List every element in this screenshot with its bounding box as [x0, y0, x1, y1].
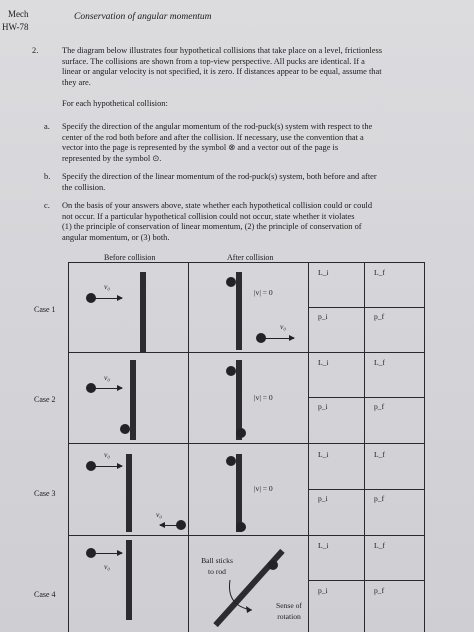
grid-line — [308, 307, 424, 308]
speed-zero-label: |v| = 0 — [254, 288, 273, 297]
puck — [176, 520, 186, 530]
puck — [86, 293, 96, 303]
case4-pf-label: p_f — [374, 586, 385, 595]
speed-zero-label: |v| = 0 — [254, 393, 273, 402]
velocity-arrow — [262, 338, 294, 339]
intro-line: surface. The collisions are shown from a top-view perspective. All pucks are identical. If a — [62, 56, 365, 66]
case2-label: Case 2 — [34, 395, 56, 404]
part-c-line: (1) the principle of conservation of linear momentum, (2) the principle of conservation of — [62, 222, 362, 232]
course-label: Mech — [8, 9, 29, 19]
part-b-text — [62, 172, 462, 193]
puck — [236, 428, 246, 438]
velocity-arrow — [94, 553, 122, 554]
case1-pi-label: p_i — [318, 312, 328, 321]
part-a-letter: a. — [44, 122, 50, 131]
puck — [236, 522, 246, 532]
rod — [236, 454, 242, 532]
case1-Lf-label: L_f — [374, 268, 385, 277]
grid-line — [308, 489, 424, 490]
intro-line: The diagram below illustrates four hypothetical collisions that take place on a level, frictionless — [62, 46, 383, 55]
grid-line — [68, 535, 424, 536]
part-a-line: center of the rod both before and after the collision. If necessary, use the convention that a — [62, 132, 364, 142]
ball-sticks-label: Ball sticks to rod — [201, 556, 233, 576]
grid-line — [308, 262, 309, 632]
case1-label: Case 1 — [34, 305, 56, 314]
case3-pf-label: p_f — [374, 494, 385, 503]
grid-line — [308, 580, 424, 581]
grid-line — [364, 262, 365, 632]
part-a-line: vector into the page is represented by the symbol ⊗ and a vector out of the page is — [62, 143, 339, 153]
problem-intro — [62, 46, 462, 88]
case3-pi-label: p_i — [318, 494, 328, 503]
rod — [126, 540, 132, 620]
part-b-line: the collision. — [62, 182, 106, 192]
part-a-line: represented by the symbol ⊙. — [62, 153, 162, 163]
case2-pi-label: p_i — [318, 402, 328, 411]
rod — [236, 272, 242, 350]
case2-Li-label: L_i — [318, 358, 329, 367]
for-each-heading: For each hypothetical collision: — [62, 99, 168, 108]
grid-line — [188, 262, 189, 632]
puck — [226, 456, 236, 466]
part-a-line: Specify the direction of the angular momentum of the rod-puck(s) system with respect to the — [62, 122, 373, 131]
case1-pf-label: p_f — [374, 312, 385, 321]
case4-label: Case 4 — [34, 590, 56, 599]
part-a-text — [62, 122, 462, 164]
part-c-letter: c. — [44, 201, 50, 210]
part-b-line: Specify the direction of the linear momentum of the rod-puck(s) system, both before and after — [62, 172, 377, 181]
worksheet-title: Conservation of angular momentum — [74, 12, 212, 22]
puck — [268, 560, 278, 570]
v0-label: v₀ — [104, 282, 111, 291]
case3-Li-label: L_i — [318, 450, 329, 459]
grid-line — [424, 262, 425, 632]
sense-of-rotation-label: Sense of rotation — [276, 601, 302, 621]
part-c-line: angular momentum, or (3) both. — [62, 232, 170, 242]
rod — [140, 272, 146, 352]
case1-Li-label: L_i — [318, 268, 329, 277]
puck — [86, 383, 96, 393]
part-c-text — [62, 201, 462, 243]
rod — [130, 360, 136, 440]
speed-zero-label: |v| = 0 — [254, 484, 273, 493]
case4-Lf-label: L_f — [374, 541, 385, 550]
v0-label: v₀ — [104, 562, 111, 571]
puck — [120, 424, 130, 434]
case4-pi-label: p_i — [318, 586, 328, 595]
problem-number: 2. — [32, 46, 39, 55]
puck — [226, 366, 236, 376]
case2-pf-label: p_f — [374, 402, 385, 411]
grid-line — [68, 262, 424, 263]
grid-line — [68, 262, 69, 632]
v0-label: v₀ — [104, 450, 111, 459]
homework-label: HW-78 — [2, 22, 29, 32]
velocity-arrow — [94, 466, 122, 467]
case4-Li-label: L_i — [318, 541, 329, 550]
grid-line — [68, 352, 424, 353]
rod — [126, 454, 132, 532]
part-b-letter: b. — [44, 172, 51, 181]
before-collision-header: Before collision — [104, 253, 156, 262]
grid-line — [308, 397, 424, 398]
intro-line: they are. — [62, 77, 91, 87]
v0-label: v₀ — [156, 510, 163, 519]
velocity-arrow — [94, 298, 122, 299]
grid-line — [68, 443, 424, 444]
part-c-line: not occur. If a particular hypothetical collision could not occur, state whether it violates — [62, 211, 355, 221]
intro-line: linear or angular velocity is not specified, it is zero. If distances appear to be equal, assume that — [62, 67, 382, 77]
part-c-line: On the basis of your answers above, state whether each hypothetical collision could or could — [62, 201, 373, 210]
case3-Lf-label: L_f — [374, 450, 385, 459]
velocity-arrow — [94, 388, 122, 389]
case3-label: Case 3 — [34, 489, 56, 498]
puck — [256, 333, 266, 343]
v0-label: v₀ — [280, 322, 287, 331]
case2-Lf-label: L_f — [374, 358, 385, 367]
v0-label: v₀ — [104, 373, 111, 382]
after-collision-header: After collision — [227, 253, 274, 262]
puck — [226, 277, 236, 287]
